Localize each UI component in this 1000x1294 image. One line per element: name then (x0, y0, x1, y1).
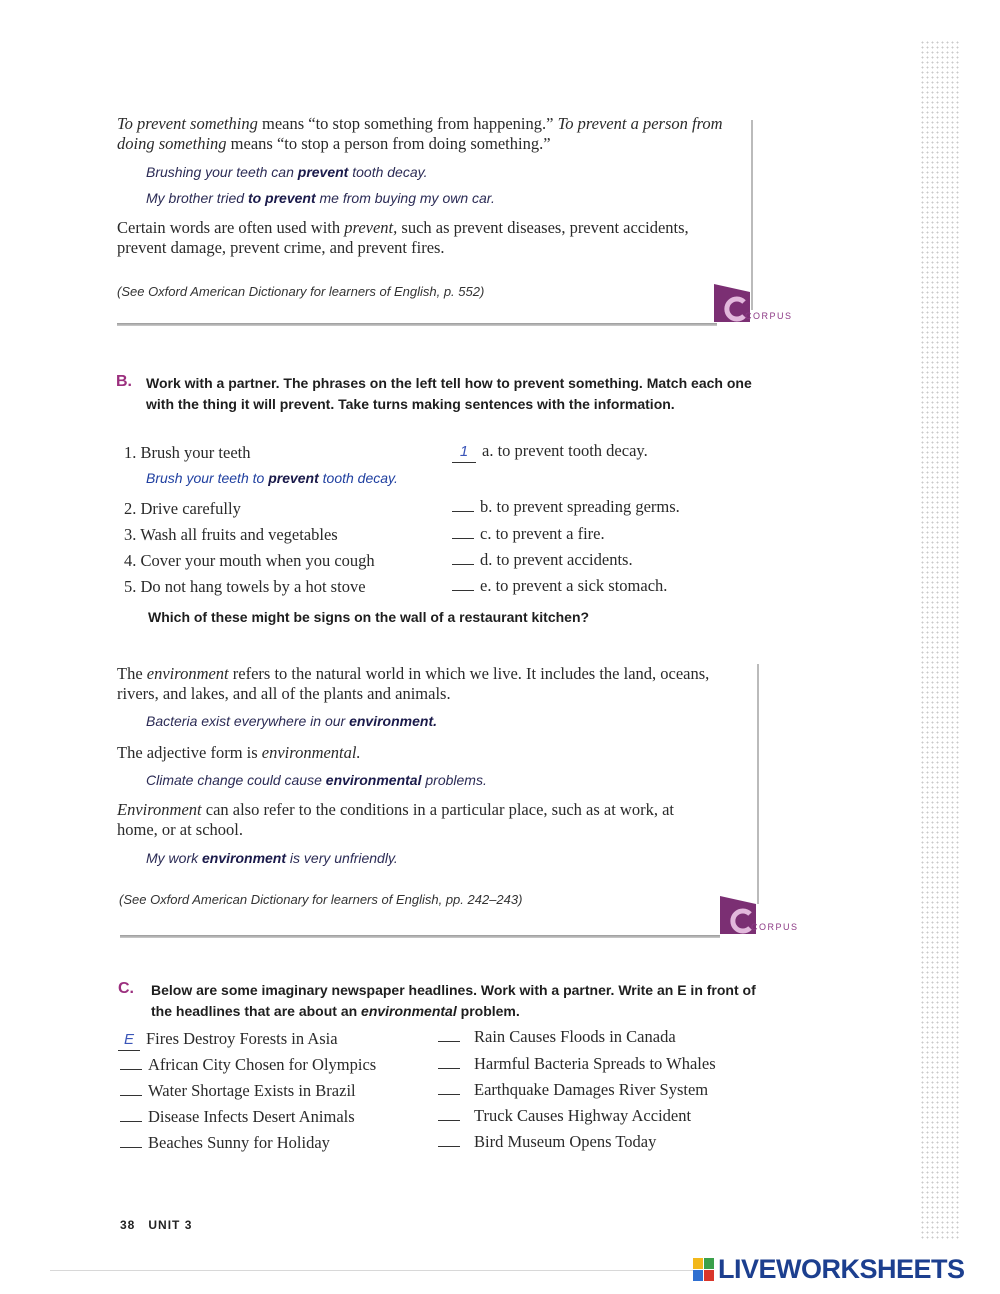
match-right-e: e. to prevent a sick stomach. (452, 576, 667, 596)
match-right-c: c. to prevent a fire. (452, 524, 605, 544)
section-b-question: Which of these might be signs on the wall of a restaurant kitchen? (148, 609, 590, 625)
headline-input-l3[interactable] (120, 1082, 142, 1096)
prevent-definition: To prevent something means “to stop something from happening.” To prevent a person from doing something means “to stop a person from doing something.” (117, 114, 723, 153)
answer-input-e[interactable] (452, 577, 474, 591)
liveworksheets-brand: LIVEWORKSHEETS (718, 1254, 965, 1284)
match-left-3: 3. Wash all fruits and vegetables (124, 525, 338, 544)
headline-left-4: Disease Infects Desert Animals (120, 1107, 355, 1127)
environment-example-1: Bacteria exist everywhere in our environment. (146, 713, 437, 729)
match-left-4: 4. Cover your mouth when you cough (124, 551, 375, 570)
match-left-2: 2. Drive carefully (124, 499, 241, 518)
headline-input-r2[interactable] (438, 1055, 460, 1069)
headline-input-l5[interactable] (120, 1134, 142, 1148)
page-number: 38 UNIT 3 (120, 1218, 193, 1232)
box1-bottom-rule (117, 323, 717, 326)
dotted-margin (920, 40, 960, 1240)
headline-right-1: Rain Causes Floods in Canada (438, 1027, 676, 1047)
adjective-form: The adjective form is environmental. (117, 743, 361, 762)
headline-input-l4[interactable] (120, 1108, 142, 1122)
headline-left-1: E Fires Destroy Forests in Asia (118, 1029, 338, 1051)
environment-example-2: Climate change could cause environmental problems. (146, 772, 487, 788)
headline-right-5: Bird Museum Opens Today (438, 1132, 656, 1152)
section-c-instruction: Below are some imaginary newspaper headlines. Work with a partner. Write an E in front of the headlines that are about an environmental problem. (151, 982, 756, 1019)
match-left-5: 5. Do not hang towels by a hot stove (124, 577, 366, 596)
headline-input-l2[interactable] (120, 1056, 142, 1070)
environment-example-3: My work environment is very unfriendly. (146, 850, 398, 866)
corpus-label: CORPUS (745, 311, 793, 321)
section-c-letter: C. (118, 980, 134, 997)
box2-right-rule (757, 664, 759, 904)
headline-right-4: Truck Causes Highway Accident (438, 1106, 691, 1126)
corpus-label-2: CORPUS (751, 922, 799, 932)
headline-input-r5[interactable] (438, 1133, 460, 1147)
box2-bottom-rule (120, 935, 720, 938)
section-b-instruction: Work with a partner. The phrases on the left tell how to prevent something. Match each one with the thing it will prevent. Take turns making sentences with the information. (146, 375, 752, 412)
prevent-collocations: Certain words are often used with prevent, such as prevent diseases, prevent accidents, prevent damage, prevent crime, and prevent fires. (117, 218, 689, 257)
environment-conditions: Environment can also refer to the conditions in a particular place, such as at work, at home, or at school. (117, 800, 674, 839)
match-left-1: 1. Brush your teeth (124, 443, 251, 462)
headline-input-l1[interactable]: E (118, 1030, 140, 1051)
headline-left-3: Water Shortage Exists in Brazil (120, 1081, 356, 1101)
section-b-letter: B. (116, 373, 132, 390)
headline-input-r1[interactable] (438, 1028, 460, 1042)
environment-definition: The environment refers to the natural world in which we live. It includes the land, oceans, rivers, and lakes, and all of the plants and animals. (117, 664, 710, 703)
liveworksheets-logo (693, 1254, 965, 1285)
headline-input-r3[interactable] (438, 1081, 460, 1095)
headline-left-5: Beaches Sunny for Holiday (120, 1133, 330, 1153)
section-b-example: Brush your teeth to prevent tooth decay. (146, 470, 398, 486)
liveworksheets-blocks-icon (693, 1258, 715, 1282)
answer-input-c[interactable] (452, 525, 474, 539)
dictionary-source-2: (See Oxford American Dictionary for learners of English, pp. 242–243) (119, 892, 523, 907)
match-right-d: d. to prevent accidents. (452, 550, 633, 570)
prevent-example-2: My brother tried to prevent me from buying my own car. (146, 190, 495, 206)
match-right-a: 1 a. to prevent tooth decay. (452, 441, 648, 463)
headline-input-r4[interactable] (438, 1107, 460, 1121)
headline-right-2: Harmful Bacteria Spreads to Whales (438, 1054, 716, 1074)
footer-rule (50, 1270, 700, 1271)
headline-right-3: Earthquake Damages River System (438, 1080, 708, 1100)
dictionary-source-1: (See Oxford American Dictionary for learners of English, p. 552) (117, 284, 485, 299)
answer-input-b[interactable] (452, 498, 474, 512)
match-right-b: b. to prevent spreading germs. (452, 497, 680, 517)
prevent-example-1: Brushing your teeth can prevent tooth decay. (146, 164, 428, 180)
answer-input-d[interactable] (452, 551, 474, 565)
headline-left-2: African City Chosen for Olympics (120, 1055, 376, 1075)
answer-input-a[interactable]: 1 (452, 442, 476, 463)
